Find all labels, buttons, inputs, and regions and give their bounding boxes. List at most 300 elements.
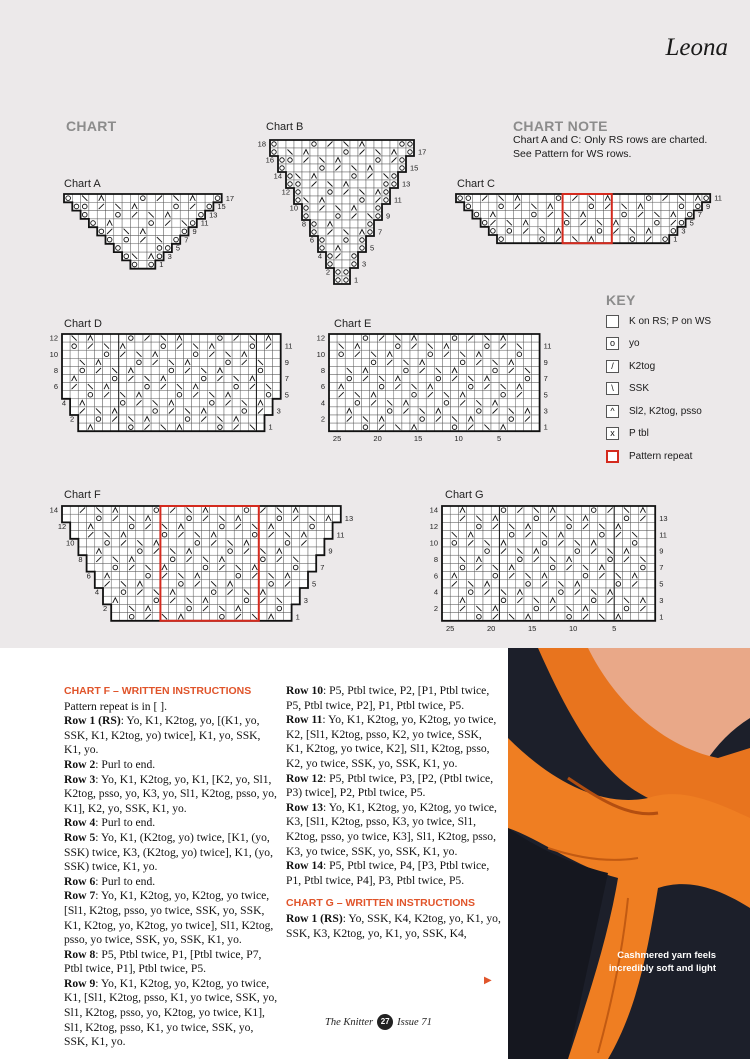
chart-cell <box>361 342 369 350</box>
chart-cell <box>122 211 130 219</box>
chart-cell <box>522 194 530 202</box>
chart-cell <box>185 563 193 571</box>
column-number: 15 <box>528 623 537 633</box>
chart-cell <box>361 399 369 407</box>
chart-cell <box>434 350 442 358</box>
chart-cell <box>95 522 103 530</box>
chart-cell <box>130 260 138 268</box>
chart-cell <box>193 604 201 612</box>
chart-cell <box>151 383 159 391</box>
chart-cell <box>366 228 374 236</box>
chart-cell <box>581 555 589 563</box>
chart-cell <box>374 180 382 188</box>
chart-cell <box>273 334 281 342</box>
chart-cell <box>442 539 450 547</box>
chart-cell <box>193 514 201 522</box>
chart-cell <box>426 407 434 415</box>
chart-cell <box>458 613 466 621</box>
chart-cell <box>516 580 524 588</box>
row-number: 2 <box>103 604 108 614</box>
chart-cell <box>218 572 226 580</box>
chart-cell <box>370 383 378 391</box>
chart-cell <box>402 334 410 342</box>
chart-cell <box>557 563 565 571</box>
chart-cell <box>614 506 622 514</box>
chart-cell <box>175 375 183 383</box>
chart-cell <box>361 391 369 399</box>
chart-cell <box>94 375 102 383</box>
chart-cell <box>111 522 119 530</box>
chart-cell <box>442 334 450 342</box>
chart-cell <box>587 210 595 218</box>
chart-cell <box>540 506 548 514</box>
column-number: 20 <box>487 623 496 633</box>
row-number: 15 <box>217 202 226 212</box>
chart-cell <box>513 235 521 243</box>
chart-cell <box>234 555 242 563</box>
chart-cell <box>172 219 180 227</box>
ssk-symbol-icon: \ <box>606 382 619 395</box>
chart-cell <box>242 596 250 604</box>
chart-cell <box>232 350 240 358</box>
chart-cell <box>127 423 135 431</box>
chart-cell <box>370 358 378 366</box>
chart-cell <box>386 375 394 383</box>
row-text: : Purl to end. <box>95 816 156 830</box>
chart-cell <box>242 506 250 514</box>
chart-cell <box>292 522 300 530</box>
chart-cell <box>152 613 160 621</box>
chart-cell <box>361 383 369 391</box>
chart-cell <box>636 235 644 243</box>
chart-cell <box>418 375 426 383</box>
chart-cell <box>398 148 406 156</box>
chart-cell <box>143 383 151 391</box>
chart-cell <box>418 423 426 431</box>
chart-cell <box>532 334 540 342</box>
chart-cell <box>169 555 177 563</box>
chart-cell <box>318 148 326 156</box>
chart-cell <box>177 506 185 514</box>
chart-cell <box>185 604 193 612</box>
chart-cell <box>201 539 209 547</box>
chart-cell <box>410 415 418 423</box>
chart-cell <box>184 334 192 342</box>
chart-cell <box>127 399 135 407</box>
chart-cell <box>549 613 557 621</box>
chart-cell <box>185 588 193 596</box>
chart-cell <box>532 407 540 415</box>
chart-cell <box>180 227 188 235</box>
chart-cell <box>402 423 410 431</box>
instruction-row <box>64 816 279 831</box>
chart-cell <box>532 399 540 407</box>
chart-cell <box>240 366 248 374</box>
row-number: 7 <box>697 210 702 220</box>
chart-cell <box>72 194 80 202</box>
chart-cell <box>224 415 232 423</box>
chart-cell <box>201 580 209 588</box>
chart-cell <box>265 391 273 399</box>
chart-cell <box>275 580 283 588</box>
chart-cell <box>216 358 224 366</box>
chart-cell <box>114 219 122 227</box>
chart-cell <box>631 596 639 604</box>
chart-cell <box>147 244 155 252</box>
chart-cell <box>308 547 316 555</box>
chart-cell <box>103 334 111 342</box>
chart-cell <box>275 604 283 612</box>
chart-cell <box>458 522 466 530</box>
chart-cell <box>147 202 155 210</box>
key-item <box>606 378 746 401</box>
chart-cell <box>516 613 524 621</box>
chart-cell <box>370 423 378 431</box>
chart-cell <box>308 522 316 530</box>
chart-cell <box>540 522 548 530</box>
chart-cell <box>286 140 294 148</box>
chart-cell <box>522 235 530 243</box>
chart-cell <box>216 383 224 391</box>
chart-cell <box>353 423 361 431</box>
chart-cell <box>622 613 630 621</box>
row-number: 13 <box>659 513 668 523</box>
chart-cell <box>456 194 464 202</box>
chart-cell <box>374 164 382 172</box>
chart-cell <box>483 366 491 374</box>
row-number: 17 <box>225 193 235 203</box>
chart-cell <box>475 334 483 342</box>
chart-cell <box>358 220 366 228</box>
chart-cell <box>242 563 250 571</box>
chart-cell <box>111 334 119 342</box>
chart-cell <box>144 580 152 588</box>
chart-cell <box>232 391 240 399</box>
chart-cell <box>523 334 531 342</box>
chart-cell <box>554 219 562 227</box>
chart-cell <box>177 555 185 563</box>
chart-cell <box>345 383 353 391</box>
chart-cell <box>210 506 218 514</box>
chart-cell <box>565 596 573 604</box>
chart-cell <box>193 563 201 571</box>
chart-cell <box>459 334 467 342</box>
row-number: 12 <box>281 187 290 197</box>
row-number: 1 <box>159 260 164 270</box>
chart-cell <box>208 366 216 374</box>
chart-cell <box>378 366 386 374</box>
chart-cell <box>310 212 318 220</box>
chart-cell <box>622 588 630 596</box>
chart-cell <box>234 580 242 588</box>
chart-cell <box>111 342 119 350</box>
chart-cell <box>546 194 554 202</box>
chart-cell <box>573 531 581 539</box>
chart-cell <box>549 531 557 539</box>
chart-cell <box>89 202 97 210</box>
chart-cell <box>573 563 581 571</box>
chart-cell <box>483 358 491 366</box>
chart-cell <box>614 514 622 522</box>
chart-cell <box>491 423 499 431</box>
chart-cell <box>164 236 172 244</box>
chart-cell <box>164 202 172 210</box>
chart-cell <box>324 522 332 530</box>
pattern-repeat-symbol-icon <box>606 450 619 463</box>
chart-cell <box>152 572 160 580</box>
chart-cell <box>185 514 193 522</box>
chart-cell <box>661 202 669 210</box>
chart-cell <box>524 539 532 547</box>
chart-cell <box>515 350 523 358</box>
chart-cell <box>345 342 353 350</box>
chart-cell <box>248 407 256 415</box>
chart-cell <box>159 350 167 358</box>
row-number: 8 <box>320 366 325 375</box>
chart-cell <box>177 563 185 571</box>
chart-cell <box>136 555 144 563</box>
chart-cell <box>234 547 242 555</box>
chart-cell <box>653 235 661 243</box>
row-number: 7 <box>184 235 189 245</box>
chart-cell <box>184 383 192 391</box>
chart-cell <box>549 563 557 571</box>
chart-cell <box>573 604 581 612</box>
chart-cell <box>95 531 103 539</box>
chart-cell <box>286 164 294 172</box>
chart-cell <box>565 580 573 588</box>
chart-cell <box>442 522 450 530</box>
chart-cell <box>106 202 114 210</box>
chart-cell <box>491 539 499 547</box>
chart-cell <box>402 383 410 391</box>
chart-cell <box>366 188 374 196</box>
chart-cell <box>398 164 406 172</box>
chart-cell <box>310 148 318 156</box>
chart-cell <box>606 563 614 571</box>
chart-cell <box>590 506 598 514</box>
chart-cell <box>516 604 524 612</box>
chart-cell <box>201 522 209 530</box>
chart-cell <box>248 350 256 358</box>
chart-cell <box>639 531 647 539</box>
chart-cell <box>242 580 250 588</box>
chart-cell <box>370 342 378 350</box>
chart-cell <box>273 342 281 350</box>
chart-cell <box>334 276 342 284</box>
chart-cell <box>189 219 197 227</box>
chart-cell <box>581 531 589 539</box>
chart-cell <box>516 531 524 539</box>
chart-note <box>513 134 733 161</box>
chart-cell <box>532 423 540 431</box>
chart-cell <box>598 514 606 522</box>
p-tbl-symbol-icon: x <box>606 427 619 440</box>
chart-cell <box>292 588 300 596</box>
chart-cell <box>606 572 614 580</box>
chart-cell <box>103 539 111 547</box>
row-text: : Yo, K1, K2tog, yo, K2tog, yo twice, K1, [Sl1, K2tog, psso, K1, yo twice, SSK, yo, Sl1, K2tog, psso, yo, K2tog, yo twice, K1], Sl1, K2tog, psso, K1, yo twice, SSK, yo, SSK, K1, yo. <box>64 976 278 1049</box>
chart-cell <box>224 423 232 431</box>
chart-cell <box>278 148 286 156</box>
chart-cell <box>326 188 334 196</box>
chart-cell <box>631 555 639 563</box>
row-label: Row 3 <box>64 772 96 786</box>
chart-cell <box>111 613 119 621</box>
chart-cell <box>286 172 294 180</box>
chart-cell <box>251 547 259 555</box>
chart-cell <box>232 358 240 366</box>
chart-cell <box>631 514 639 522</box>
chart-cell <box>259 604 267 612</box>
chart-cell <box>554 194 562 202</box>
chart-cell <box>622 563 630 571</box>
chart-cell <box>81 211 89 219</box>
chart-cell <box>557 604 565 612</box>
chart-cell <box>549 580 557 588</box>
chart-cell <box>426 423 434 431</box>
chart-f-grid <box>48 502 360 624</box>
chart-cell <box>265 350 273 358</box>
chart-cell <box>70 506 78 514</box>
row-number: 3 <box>303 595 308 605</box>
chart-cell <box>483 522 491 530</box>
row-number: 5 <box>689 218 694 228</box>
chart-cell <box>410 399 418 407</box>
chart-cell <box>499 358 507 366</box>
row-number: 13 <box>344 513 354 523</box>
chart-cell <box>540 539 548 547</box>
chart-cell <box>442 580 450 588</box>
row-number: 16 <box>265 155 274 165</box>
chart-cell <box>524 588 532 596</box>
chart-cell <box>218 580 226 588</box>
chart-cell <box>259 514 267 522</box>
chart-cell <box>103 588 111 596</box>
chart-cell <box>136 596 144 604</box>
chart-cell <box>677 210 685 218</box>
chart-cell <box>475 572 483 580</box>
chart-cell <box>136 522 144 530</box>
row-label: Row 14 <box>286 859 324 873</box>
chart-cell <box>216 391 224 399</box>
chart-cell <box>310 204 318 212</box>
chart-cell <box>483 514 491 522</box>
chart-cell <box>631 563 639 571</box>
chart-cell <box>316 522 324 530</box>
key-label: Pattern repeat <box>629 450 693 462</box>
chart-cell <box>571 227 579 235</box>
chart-cell <box>442 514 450 522</box>
chart-cell <box>386 391 394 399</box>
chart-cell <box>292 580 300 588</box>
chart-cell <box>267 555 275 563</box>
chart-cell <box>78 514 86 522</box>
chart-cell <box>345 391 353 399</box>
chart-cell <box>180 194 188 202</box>
chart-cell <box>579 227 587 235</box>
chart-cell <box>86 366 94 374</box>
chart-cell <box>200 342 208 350</box>
chart-cell <box>251 506 259 514</box>
chart-cell <box>256 350 264 358</box>
chart-cell <box>538 235 546 243</box>
chart-cell <box>467 350 475 358</box>
row-label: Row 6 <box>64 874 96 888</box>
chart-cell <box>622 539 630 547</box>
chart-cell <box>546 235 554 243</box>
chart-cell <box>283 588 291 596</box>
chart-cell <box>189 211 197 219</box>
chart-cell <box>390 172 398 180</box>
chart-cell <box>216 342 224 350</box>
chart-cell <box>505 202 513 210</box>
row-number: 7 <box>320 563 325 573</box>
row-number: 2 <box>325 267 330 277</box>
row-number: 9 <box>659 546 664 556</box>
row-number: 3 <box>276 406 281 416</box>
chart-cell <box>256 375 264 383</box>
chart-cell <box>581 539 589 547</box>
chart-cell <box>507 342 515 350</box>
chart-cell <box>208 375 216 383</box>
chart-cell <box>614 580 622 588</box>
chart-cell <box>590 563 598 571</box>
chart-cell <box>201 572 209 580</box>
chart-cell <box>326 212 334 220</box>
chart-cell <box>595 194 603 202</box>
chart-cell <box>612 210 620 218</box>
chart-cell <box>483 596 491 604</box>
chart-cell <box>653 202 661 210</box>
chart-cell <box>565 613 573 621</box>
chart-cell <box>144 506 152 514</box>
chart-cell <box>160 580 168 588</box>
key-title: KEY <box>606 292 636 308</box>
chart-cell <box>620 219 628 227</box>
chart-cell <box>210 572 218 580</box>
chart-cell <box>185 580 193 588</box>
chart-cell <box>508 588 516 596</box>
chart-cell <box>192 350 200 358</box>
chart-cell <box>139 194 147 202</box>
chart-cell <box>358 212 366 220</box>
chart-cell <box>208 415 216 423</box>
chart-cell <box>410 350 418 358</box>
row-text: : Yo, SSK, K4, K2tog, yo, K1, yo, SSK, K3, K2tog, yo, K1, yo, SSK, K4, <box>286 911 501 940</box>
shawl-photo <box>508 648 750 1059</box>
chart-cell <box>251 588 259 596</box>
chart-cell <box>450 547 458 555</box>
chart-cell <box>538 202 546 210</box>
chart-cell <box>540 613 548 621</box>
chart-cell <box>571 202 579 210</box>
chart-cell <box>130 244 138 252</box>
chart-cell <box>251 539 259 547</box>
chart-cell <box>491 415 499 423</box>
chart-cell <box>169 522 177 530</box>
chart-cell <box>342 164 350 172</box>
chart-cell <box>639 522 647 530</box>
chart-cell <box>491 506 499 514</box>
chart-cell <box>111 539 119 547</box>
chart-cell <box>94 350 102 358</box>
chart-cell <box>459 358 467 366</box>
row-number: 1 <box>659 612 664 622</box>
chart-cell <box>442 588 450 596</box>
chart-cell <box>184 423 192 431</box>
chart-cell <box>234 588 242 596</box>
